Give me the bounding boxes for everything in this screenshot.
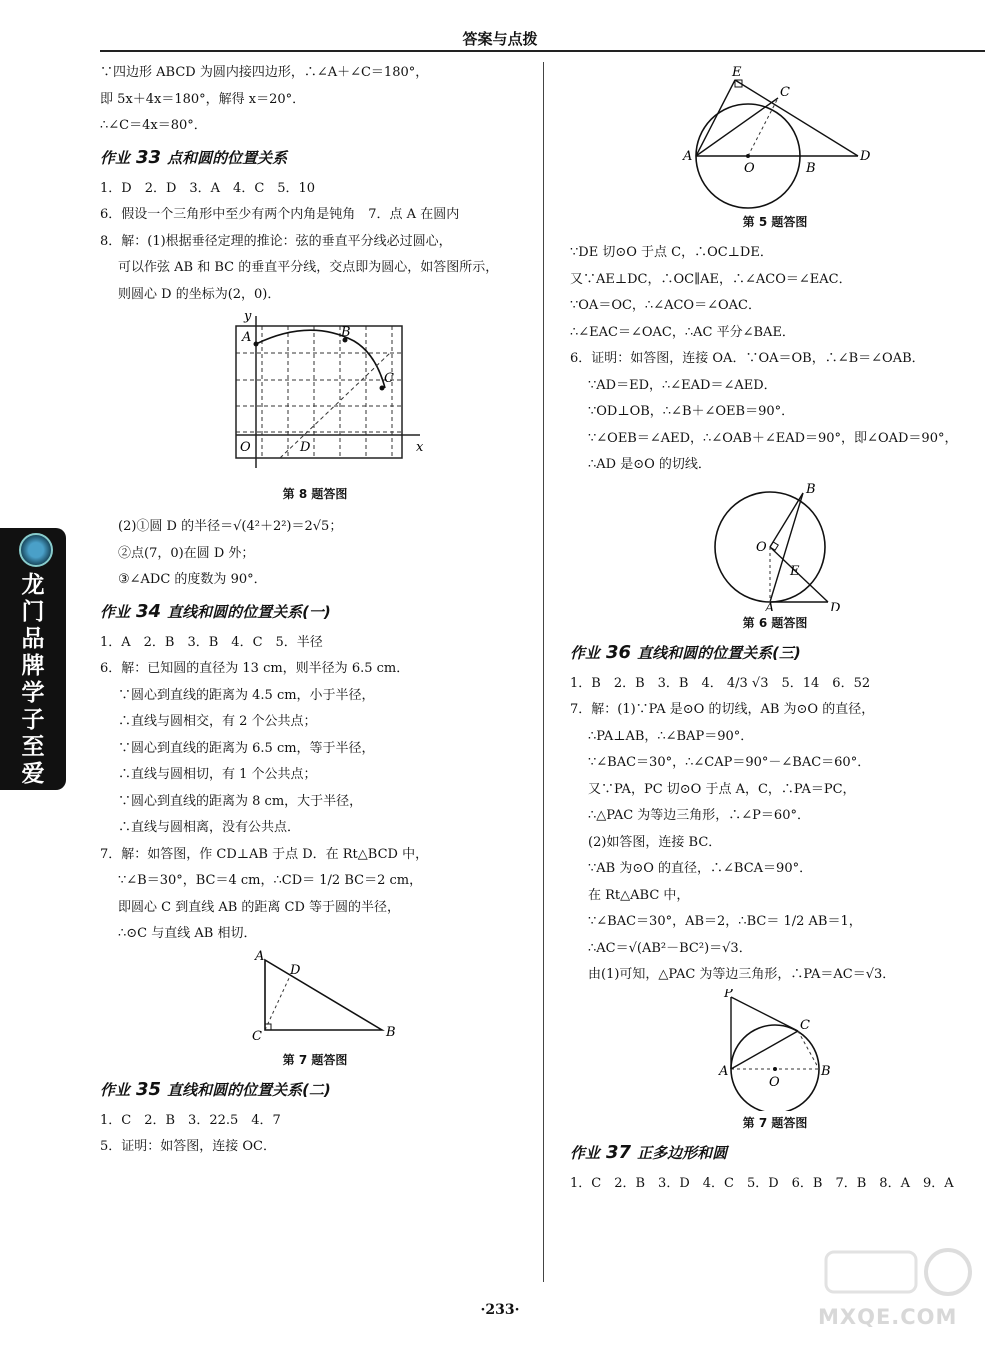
text-line: 由(1)可知，△PAC 为等边三角形，∴PA＝AC＝√3． [588, 967, 896, 982]
fig8-label-y: y [244, 309, 252, 324]
figure-q8 [100, 308, 530, 482]
fig7a-label-D: D [290, 962, 301, 978]
text-line: ∵∠OEB＝∠AED，∴∠OAB＋∠EAD＝90°，即∠OAD＝90°， [588, 430, 958, 446]
text-line: 在 Rt△ABC 中， [588, 887, 690, 903]
homework-37-heading: 作业 37 正多边形和圆 [570, 1141, 728, 1163]
text-line: ∵OA＝OC，∴∠ACO＝∠OAC． [570, 298, 761, 313]
text-line: (2)如答图，连接 BC． [588, 834, 722, 850]
homework-34-heading: 作业 34 直线和圆的位置关系(一) [100, 600, 331, 622]
fig6-label-D: D [830, 600, 841, 611]
fig5-label-E: E [732, 65, 742, 80]
figure-q5 [570, 60, 980, 210]
text-line: ∵∠BAC＝30°，AB＝2，∴BC＝ 1/2 AB＝1， [588, 914, 862, 929]
text-line: 8．解：(1)根据垂径定理的推论：弦的垂直平分线必过圆心， [100, 233, 452, 249]
text-line: ∴∠EAC＝∠OAC，∴AC 平分∠BAE． [570, 324, 795, 340]
text-line: ∴直线与圆相交，有 2 个公共点； [118, 714, 317, 729]
text-line: ∵OD⊥OB，∴∠B＋∠OEB＝90°． [588, 404, 795, 419]
figure-caption: 第 7 题答图 [282, 1052, 348, 1067]
fig5-label-C: C [780, 85, 790, 100]
fig7a-label-A: A [255, 948, 265, 964]
tangent-circle-diagram-q7 [570, 989, 980, 1111]
text-line: (2)①圆 D 的半径＝√(4²＋2²)＝2√5； [118, 519, 343, 534]
text-line: ∵四边形 ABCD 为圆内接四边形，∴∠A＋∠C＝180°， [100, 65, 429, 80]
text-line: ∴AC＝√(AB²－BC²)＝√3． [588, 940, 752, 956]
fig7b-label-B: B [821, 1063, 831, 1079]
text-line: ∴AD 是⊙O 的切线． [588, 457, 711, 472]
text-line: ∴⊙C 与直线 AB 相切． [118, 926, 257, 941]
text-line: 5．证明：如答图，连接 OC． [100, 1139, 277, 1154]
fig6-label-E: E [790, 563, 800, 579]
answers-line: 1．A 2．B 3．B 4．C 5．半径 [100, 634, 323, 650]
fig8-label-D: D [300, 440, 311, 455]
text-line: 可以作弦 AB 和 BC 的垂直平分线，交点即为圆心，如答图所示， [118, 260, 499, 275]
fig5-label-A: A [683, 149, 693, 164]
header-rule [100, 50, 985, 52]
text-line: ∴直线与圆相切，有 1 个公共点； [118, 767, 317, 782]
text-line: 7．解：(1)∵PA 是⊙O 的切线，AB 为⊙O 的直径， [570, 702, 875, 717]
text-line: ∵AB 为⊙O 的直径，∴∠BCA＝90°． [588, 861, 813, 876]
homework-33-heading: 作业 33 点和圆的位置关系 [100, 146, 288, 168]
text-line: 6．假设一个三角形中至少有两个内角是钝角 7．点 A 在圆内 [100, 207, 460, 222]
watermark-text: MXQE.COM [818, 1305, 958, 1329]
text-line: ∴PA⊥AB，∴∠BAP＝90°． [588, 728, 754, 744]
fig8-label-B: B [341, 325, 351, 340]
text-line: 又∵AE⊥DC，∴OC∥AE，∴∠ACO＝∠EAC． [570, 271, 852, 287]
text-line: ∵圆心到直线的距离为 6.5 cm，等于半径， [118, 740, 375, 756]
fig8-label-C: C [384, 371, 394, 386]
column-divider [543, 62, 544, 1282]
fig5-label-B: B [806, 161, 816, 176]
figure-caption: 第 8 题答图 [282, 487, 348, 501]
fig7a-label-B: B [386, 1024, 396, 1040]
text-line: ∵∠B＝30°，BC＝4 cm，∴CD＝ 1/2 BC＝2 cm， [118, 873, 423, 888]
homework-35-heading: 作业 35 直线和圆的位置关系(二) [100, 1078, 331, 1100]
fig5-label-O: O [744, 161, 755, 176]
fig6-label-B: B [806, 481, 816, 497]
page-header-title: 答案与点拨 [462, 30, 538, 48]
text-line: 7．解：如答图，作 CD⊥AB 于点 D．在 Rt△BCD 中， [100, 846, 429, 862]
text-line: ∵AD＝ED，∴∠EAD＝∠AED． [588, 377, 777, 393]
figure-q7-triangle [100, 948, 530, 1048]
text-line: ②点(7，0)在圆 D 外； [118, 545, 255, 561]
brand-logo-icon [19, 533, 53, 567]
text-line: ∴∠C＝4x＝80°． [100, 118, 207, 133]
text-line: 则圆心 D 的坐标为(2，0)． [118, 286, 281, 302]
answers-line: 1．B 2．B 3．B 4． 4/3 √3 5．14 6．52 [570, 675, 871, 691]
figure-caption: 第 7 题答图 [742, 1115, 808, 1130]
right-column [570, 60, 980, 1197]
figure-caption: 第 5 题答图 [742, 215, 808, 229]
text-line: 6．证明：如答图，连接 OA．∵OA＝OB，∴∠B＝∠OAB． [570, 351, 925, 366]
sidebar-brand-text: 龙门品牌学子至爱 [21, 572, 45, 787]
figure-q6 [570, 479, 980, 611]
text-line: 又∵PA，PC 切⊙O 于点 A，C，∴PA＝PC， [588, 781, 856, 797]
text-line: 即圆心 C 到直线 AB 的距离 CD 等于圆的半径， [118, 899, 401, 915]
fig8-label-O: O [240, 440, 251, 455]
text-line: ∵圆心到直线的距离为 8 cm，大于半径， [118, 793, 363, 809]
fig7b-label-C: C [800, 1017, 810, 1033]
fig8-label-x: x [416, 440, 424, 455]
fig7b-label-A: A [719, 1063, 729, 1079]
fig8-label-A: A [242, 330, 252, 345]
left-column [100, 60, 530, 1161]
text-line: ③∠ADC 的度数为 90°． [118, 572, 267, 587]
figure-caption: 第 6 题答图 [742, 615, 808, 630]
page-number: ·233· [480, 1302, 520, 1318]
grid-circle-diagram [100, 308, 530, 482]
text-line: ∵∠BAC＝30°，∴∠CAP＝90°－∠BAC＝60°． [588, 755, 871, 770]
answers-line: 1．C 2．B 3．D 4．C 5．D 6．B 7．B 8．A 9．A [570, 1175, 954, 1191]
text-line: 即 5x＋4x＝180°，解得 x＝20°． [100, 91, 306, 107]
answers-line: 1．C 2．B 3．22.5 4．7 [100, 1112, 281, 1128]
answers-line: 1．D 2．D 3．A 4．C 5．10 [100, 180, 316, 196]
homework-36-heading: 作业 36 直线和圆的位置关系(三) [570, 641, 801, 663]
fig7b-label-P: P [724, 988, 733, 1001]
text-line: ∵圆心到直线的距离为 4.5 cm，小于半径， [118, 687, 375, 703]
figure-q7-circle [570, 989, 980, 1111]
tangent-circle-diagram-q6 [570, 479, 980, 611]
fig7b-label-O: O [769, 1074, 780, 1090]
fig6-label-A: A [765, 600, 775, 611]
right-triangle-diagram [100, 948, 530, 1048]
fig5-label-D: D [860, 149, 871, 164]
text-line: ∴直线与圆相离，没有公共点． [118, 820, 301, 835]
text-line: ∴△PAC 为等边三角形，∴∠P＝60°． [588, 808, 810, 823]
tangent-circle-diagram-q5 [570, 60, 980, 210]
fig7a-label-C: C [252, 1028, 262, 1044]
text-line: ∵DE 切⊙O 于点 C，∴OC⊥DE． [570, 245, 773, 260]
fig6-label-O: O [756, 539, 767, 555]
text-line: 6．解：已知圆的直径为 13 cm，则半径为 6.5 cm． [100, 661, 410, 676]
